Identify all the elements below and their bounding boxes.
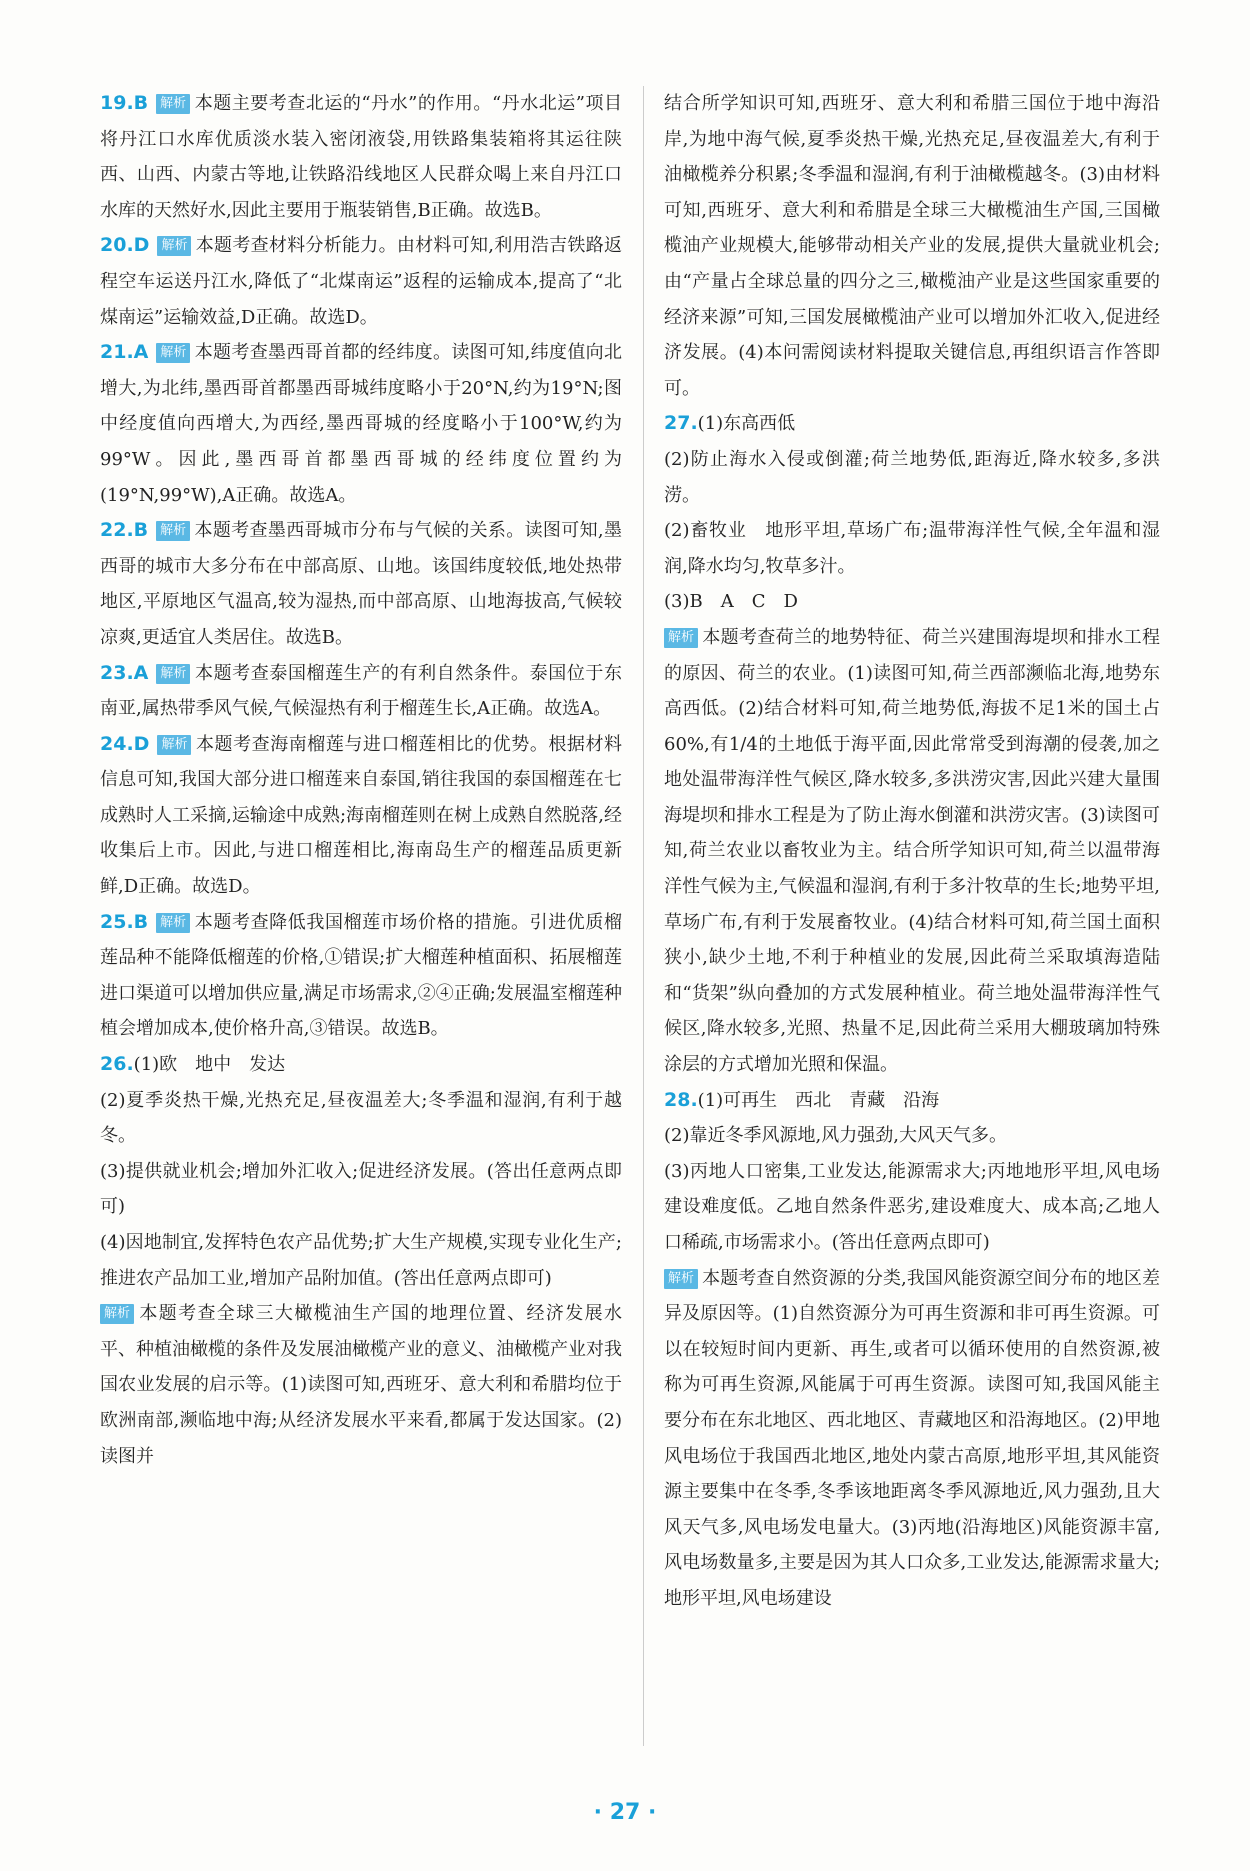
question-number: 27.	[664, 412, 698, 435]
answer-3: (2)畜牧业 地形平坦,草场广布;温带海洋性气候,全年温和湿润,降水均匀,牧草多汁。	[664, 520, 1160, 577]
analysis-text: 本题考查泰国榴莲生产的有利自然条件。泰国位于东南亚,属热带季风气候,气候湿热有利于榴莲生长,A正确。故选A。	[100, 662, 622, 720]
question-22	[100, 513, 622, 655]
analysis-tag: 解析	[156, 664, 190, 684]
analysis-tag: 解析	[156, 343, 190, 363]
analysis-tag: 解析	[156, 521, 190, 541]
question-23	[100, 656, 622, 727]
answer-2: (2)防止海水入侵或倒灌;荷兰地势低,距海近,降水较多,多洪涝。	[664, 448, 1160, 506]
analysis-text: 本题考查墨西哥首都的经纬度。读图可知,纬度值向北增大,为北纬,墨西哥首都墨西哥城纬度略小于20°N,约为19°N;图中经度值向西增大,为西经,墨西哥城的经度略小于100°W,约为99°W。因此,墨西哥首都墨西哥城的经纬度位置约为(19°N,99°W),A正确。故选A。	[100, 342, 622, 506]
analysis-tag: 解析	[664, 1269, 698, 1289]
analysis-text: 结合所学知识可知,西班牙、意大利和希腊三国位于地中海沿岸,为地中海气候,夏季炎热干燥,光热充足,昼夜温差大,有利于油橄榄养分积累;冬季温和湿润,有利于油橄榄越冬。(3)由材料可知,西班牙、意大利和希腊是全球三大橄榄油生产国,三国橄榄油产业规模大,能够带动相关产业的发展,提供大量就业机会;由“产量占全球总量的四分之三,橄榄油产业是这些国家重要的经济来源”可知,三国发展橄榄油产业可以增加外汇收入,促进经济发展。(4)本问需阅读材料提取关键信息,再组织语言作答即可。	[664, 93, 1160, 399]
question-number: 26.	[100, 1053, 134, 1076]
question-19	[100, 86, 622, 228]
analysis-text: 本题考查海南榴莲与进口榴莲相比的优势。根据材料信息可知,我国大部分进口榴莲来自泰国,销往我国的泰国榴莲在七成熟时人工采摘,运输途中成熟;海南榴莲则在树上成熟自然脱落,经收集后上市。因此,与进口榴莲相比,海南岛生产的榴莲品质更新鲜,D正确。故选D。	[100, 733, 622, 898]
column-divider	[643, 86, 644, 1746]
question-number: 19.	[100, 92, 134, 114]
answer-1: (1)欧 地中 发达	[133, 1054, 286, 1076]
question-28	[664, 1083, 1160, 1617]
answer-letter: B	[133, 519, 149, 542]
analysis-tag: 解析	[156, 913, 190, 933]
answer-letter: B	[133, 910, 149, 933]
left-column	[100, 86, 622, 1474]
answer-letter: D	[133, 732, 150, 755]
analysis-tag: 解析	[157, 236, 191, 256]
question-24	[100, 727, 622, 905]
analysis-text: 本题考查墨西哥城市分布与气候的关系。读图可知,墨西哥的城市大多分布在中部高原、山地。该国纬度较低,地处热带地区,平原地区气温高,较为湿热,而中部高原、山地海拔高,气候较凉爽,更适宜人类居住。故选B。	[100, 520, 622, 648]
answer-3: (3)提供就业机会;增加外汇收入;促进经济发展。(答出任意两点即可)	[100, 1160, 622, 1218]
answer-4: (4)因地制宜,发挥特色农产品优势;扩大生产规模,实现专业化生产;推进农产品加工业,增加产品附加值。(答出任意两点即可)	[100, 1232, 622, 1289]
answer-3: (3)丙地人口密集,工业发达,能源需求大;丙地地形平坦,风电场建设难度低。乙地自然条件恶劣,建设难度大、成本高;乙地人口稀疏,市场需求小。(答出任意两点即可)	[664, 1160, 1160, 1253]
answer-2: (2)靠近冬季风源地,风力强劲,大风天气多。	[664, 1125, 1007, 1147]
question-number: 20.	[100, 234, 134, 257]
analysis-tag: 解析	[100, 1304, 134, 1324]
answer-1: (1)东高西低	[697, 413, 796, 435]
analysis-tag: 解析	[157, 735, 191, 755]
answer-1: (1)可再生 西北 青藏 沿海	[697, 1089, 940, 1111]
analysis-text: 本题主要考查北运的“丹水”的作用。“丹水北运”项目将丹江口水库优质淡水装入密闭液袋,用铁路集装箱将其运往陕西、山西、内蒙古等地,让铁路沿线地区人民群众喝上来自丹江口水库的天然好水,因此主要用于瓶装销售,B正确。故选B。	[100, 93, 622, 221]
question-20	[100, 228, 622, 335]
analysis-text: 本题考查荷兰的地势特征、荷兰兴建围海堤坝和排水工程的原因、荷兰的农业。(1)读图可知,荷兰西部濒临北海,地势东高西低。(2)结合材料可知,荷兰地势低,海拔不足1米的国土占60%,有1/4的土地低于海平面,因此常常受到海潮的侵袭,加之地处温带海洋性气候区,降水较多,多洪涝灾害,因此兴建大量围海堤坝和排水工程是为了防止海水倒灌和洪涝灾害。(3)读图可知,荷兰农业以畜牧业为主。结合所学知识可知,荷兰以温带海洋性气候为主,气候温和湿润,有利于多汁牧草的生长;地势平坦,草场广布,有利于发展畜牧业。(4)结合材料可知,荷兰国土面积狭小,缺少土地,不利于种植业的发展,因此荷兰采取填海造陆和“货架”纵向叠加的方式发展种植业。荷兰地处温带海洋性气候区,降水较多,光照、热量不足,因此荷兰采用大棚玻璃加特殊涂层的方式增加光照和保温。	[664, 626, 1160, 1076]
answer-letter: A	[133, 661, 149, 684]
question-26-continued	[664, 86, 1160, 406]
answer-letter: A	[133, 341, 149, 364]
question-number: 25.	[100, 910, 134, 933]
analysis-text: 本题考查全球三大橄榄油生产国的地理位置、经济发展水平、种植油橄榄的条件及发展油橄榄产业的意义、油橄榄产业对我国农业发展的启示等。(1)读图可知,西班牙、意大利和希腊均位于欧洲南部,濒临地中海;从经济发展水平来看,都属于发达国家。(2)读图并	[100, 1303, 622, 1467]
question-number: 21.	[100, 341, 134, 364]
question-number: 28.	[664, 1088, 698, 1111]
analysis-tag: 解析	[156, 94, 190, 114]
question-25	[100, 905, 622, 1047]
page-number: · 27 ·	[593, 1800, 657, 1825]
analysis-text: 本题考查材料分析能力。由材料可知,利用浩吉铁路返程空车运送丹江水,降低了“北煤南运”返程的运输成本,提高了“北煤南运”运输效益,D正确。故选D。	[100, 235, 622, 328]
answer-2: (2)夏季炎热干燥,光热充足,昼夜温差大;冬季温和湿润,有利于越冬。	[100, 1089, 622, 1147]
analysis-text: 本题考查自然资源的分类,我国风能资源空间分布的地区差异及原因等。(1)自然资源分为可再生资源和非可再生资源。可以在较短时间内更新、再生,或者可以循环使用的自然资源,被称为可再生资源,风能属于可再生资源。读图可知,我国风能主要分布在东北地区、西北地区、青藏地区和沿海地区。(2)甲地风电场位于我国西北地区,地处内蒙古高原,地形平坦,其风能资源主要集中在冬季,冬季该地距离冬季风源地近,风力强劲,且大风天气多,风电场发电量大。(3)丙地(沿海地区)风能资源丰富,风电场数量多,主要是因为其人口众多,工业发达,能源需求量大;地形平坦,风电场建设	[664, 1267, 1160, 1609]
question-number: 22.	[100, 519, 134, 542]
question-21	[100, 335, 622, 513]
answer-letter: D	[133, 234, 150, 257]
answer-4: (3)B A C D	[664, 591, 798, 613]
question-number: 24.	[100, 732, 134, 755]
analysis-tag: 解析	[664, 628, 698, 648]
question-26	[100, 1047, 622, 1474]
analysis-text: 本题考查降低我国榴莲市场价格的措施。引进优质榴莲品种不能降低榴莲的价格,①错误;扩大榴莲种植面积、拓展榴莲进口渠道可以增加供应量,满足市场需求,②④正确;发展温室榴莲种植会增加成本,使价格升高,③错误。故选B。	[100, 911, 622, 1040]
question-27	[664, 406, 1160, 1082]
answer-letter: B	[133, 92, 149, 114]
right-column	[664, 86, 1160, 1617]
question-number: 23.	[100, 661, 134, 684]
